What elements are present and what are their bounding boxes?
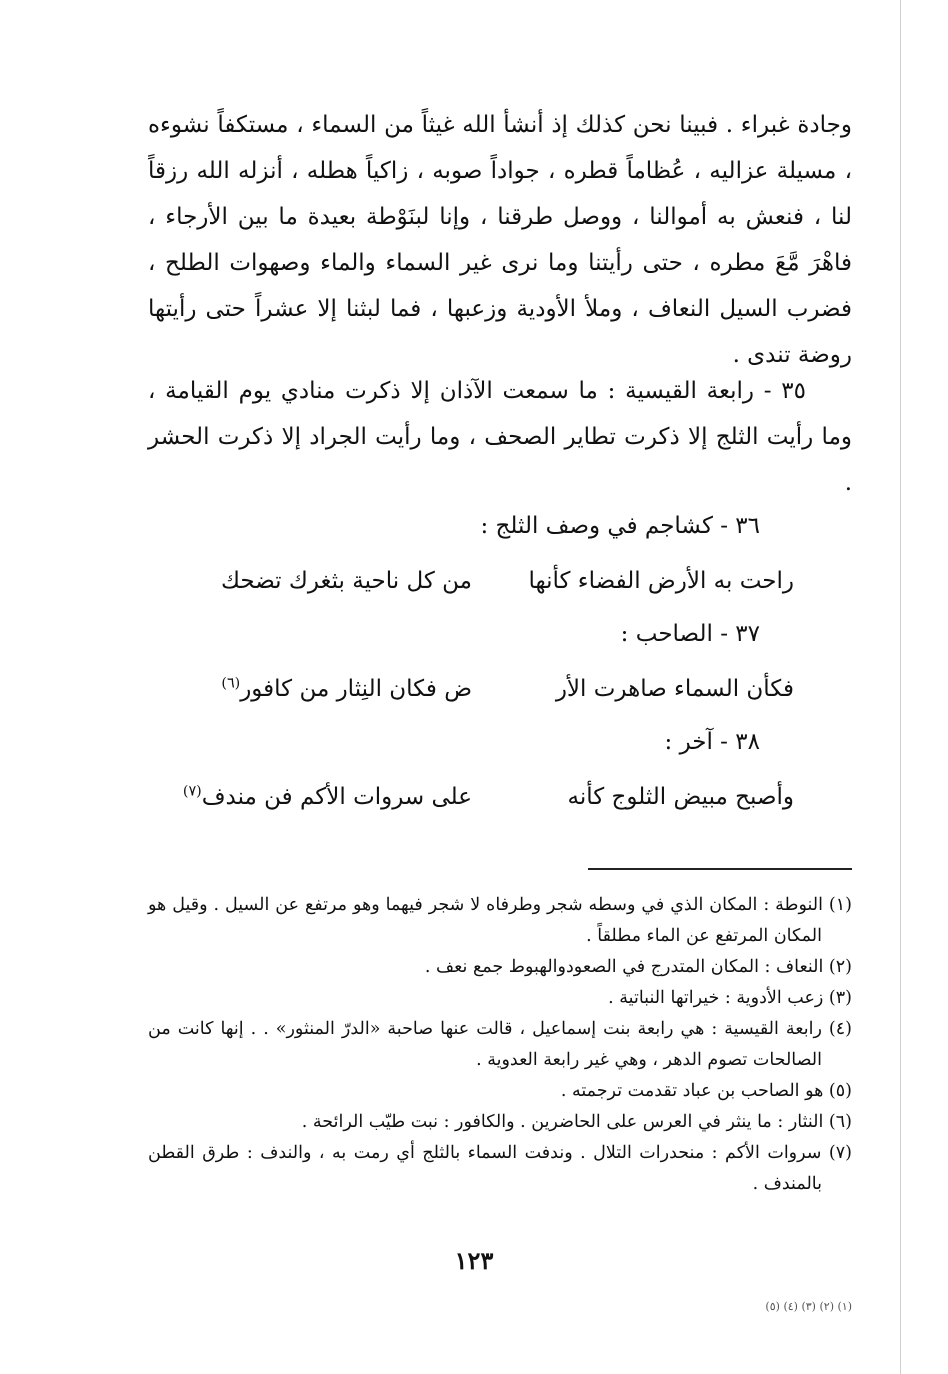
footnote-5: (٥) هو الصاحب بن عباد تقدمت ترجمته . <box>560 1081 852 1101</box>
verse-36-second-hemistich: من كل ناحية بثغرك تضحك <box>220 568 472 594</box>
footnote-mark-3: (٣) <box>801 1300 816 1313</box>
footnotes <box>148 890 852 1200</box>
footnote-6: (٦) النثار : ما ينثر في العرس على الحاضرين . والكافور : نبت طيّب الرائحة . <box>301 1112 852 1132</box>
footnote-mark-7: (٧) <box>182 783 202 800</box>
footnote-separator <box>588 868 852 870</box>
entry-37-heading: ٣٧ - الصاحب : <box>620 621 760 647</box>
verse-37-second-hemistich <box>221 669 472 709</box>
footnote-mark-2: (٢) <box>819 1300 834 1313</box>
footnote-mark-5: (٥) <box>765 1300 780 1313</box>
paragraph-2 <box>148 368 852 506</box>
footnote-mark-6: (٦) <box>221 675 241 692</box>
verse-38 <box>182 777 794 817</box>
verse-36-first-hemistich: راحت به الأرض الفضاء كأنها <box>528 568 794 594</box>
verse-37 <box>204 669 794 709</box>
footnote-1: (١) النوطة : المكان الذي في وسطه شجر وطرفاه لا شجر فيهما وهو مرتفع عن السيل . وقيل هو المكان المرتفع عن الماء مطلقاً . <box>148 895 852 946</box>
verse-38-first-hemistich: وأصبح مبيض الثلوج كأنه <box>567 784 794 810</box>
footnote-2: (٢) النعاف : المكان المتدرج في الصعودوالهبوط جمع نعف . <box>424 957 852 977</box>
verse-36 <box>204 561 794 601</box>
footnote-3: (٣) زعب الأدوية : خيراتها النباتية . <box>608 988 852 1008</box>
footnote-7: (٧) سروات الأكم : منحدرات التلال . وندفت السماء بالثلج أي رمت به ، والندف : طرق القطن بالمندف . <box>148 1143 852 1194</box>
page-number: ١٢٣ <box>454 1246 494 1275</box>
verse-37-first-hemistich: فكأن السماء صاهرت الأر <box>555 676 794 702</box>
entry-36-heading: ٣٦ - كشاجم في وصف الثلج : <box>480 513 760 539</box>
verse-38-second-hemistich <box>183 777 472 817</box>
verse-37-second-hemistich-text: ض فكان النِثار من كافور <box>240 676 472 702</box>
footnote-4: (٤) رابعة القيسية : هي رابعة بنت إسماعيل ، قالت عنها صاحبة «الدرّ المنثور» . . إنها كانت من الصالحات تصوم الدهر ، وهي غير رابعة العدوية . <box>148 1019 852 1070</box>
verse-38-second-hemistich-text: على سروات الأكم فن مندف <box>201 784 472 810</box>
paragraph-1 <box>148 102 852 378</box>
page-edge-line <box>900 0 901 1374</box>
entry-38-heading: ٣٨ - آخر : <box>664 729 760 755</box>
paragraph-1-text: وجادة غبراء . فبينا نحن كذلك إذ أنشأ الله غيثاً من السماء ، مستكفاً نشوءه ، مسيلة عزاليه ، عُظاماً قطره ، جواداً صوبه ، زاكياً هطله ، أنزله الله رزقاً لنا ، فنعش به أموالنا ، ووصل طرقنا ، وإنا لبنَوْطة بعيدة ما بين الأرجاء ، فاهْرَ مَّعَ مطره ، حتى رأيتنا وما نرى غير السماء والماء وصهوات الطلح ، فضرب السيل النعاف ، وملأ الأودية وزعبها ، فما لبثنا إلا عشراً حتى رأيتها روضة تندى . <box>148 112 852 368</box>
footnote-mark-1: (١) <box>837 1300 852 1313</box>
footnote-marks-block <box>148 1300 852 1324</box>
footnote-mark-4: (٤) <box>783 1300 798 1313</box>
paragraph-2-text: ٣٥ - رابعة القيسية : ما سمعت الآذان إلا ذكرت منادي يوم القيامة ، وما رأيت الثلج إلا ذكرت تطاير الصحف ، وما رأيت الجراد إلا ذكرت الحشر . <box>148 378 852 496</box>
